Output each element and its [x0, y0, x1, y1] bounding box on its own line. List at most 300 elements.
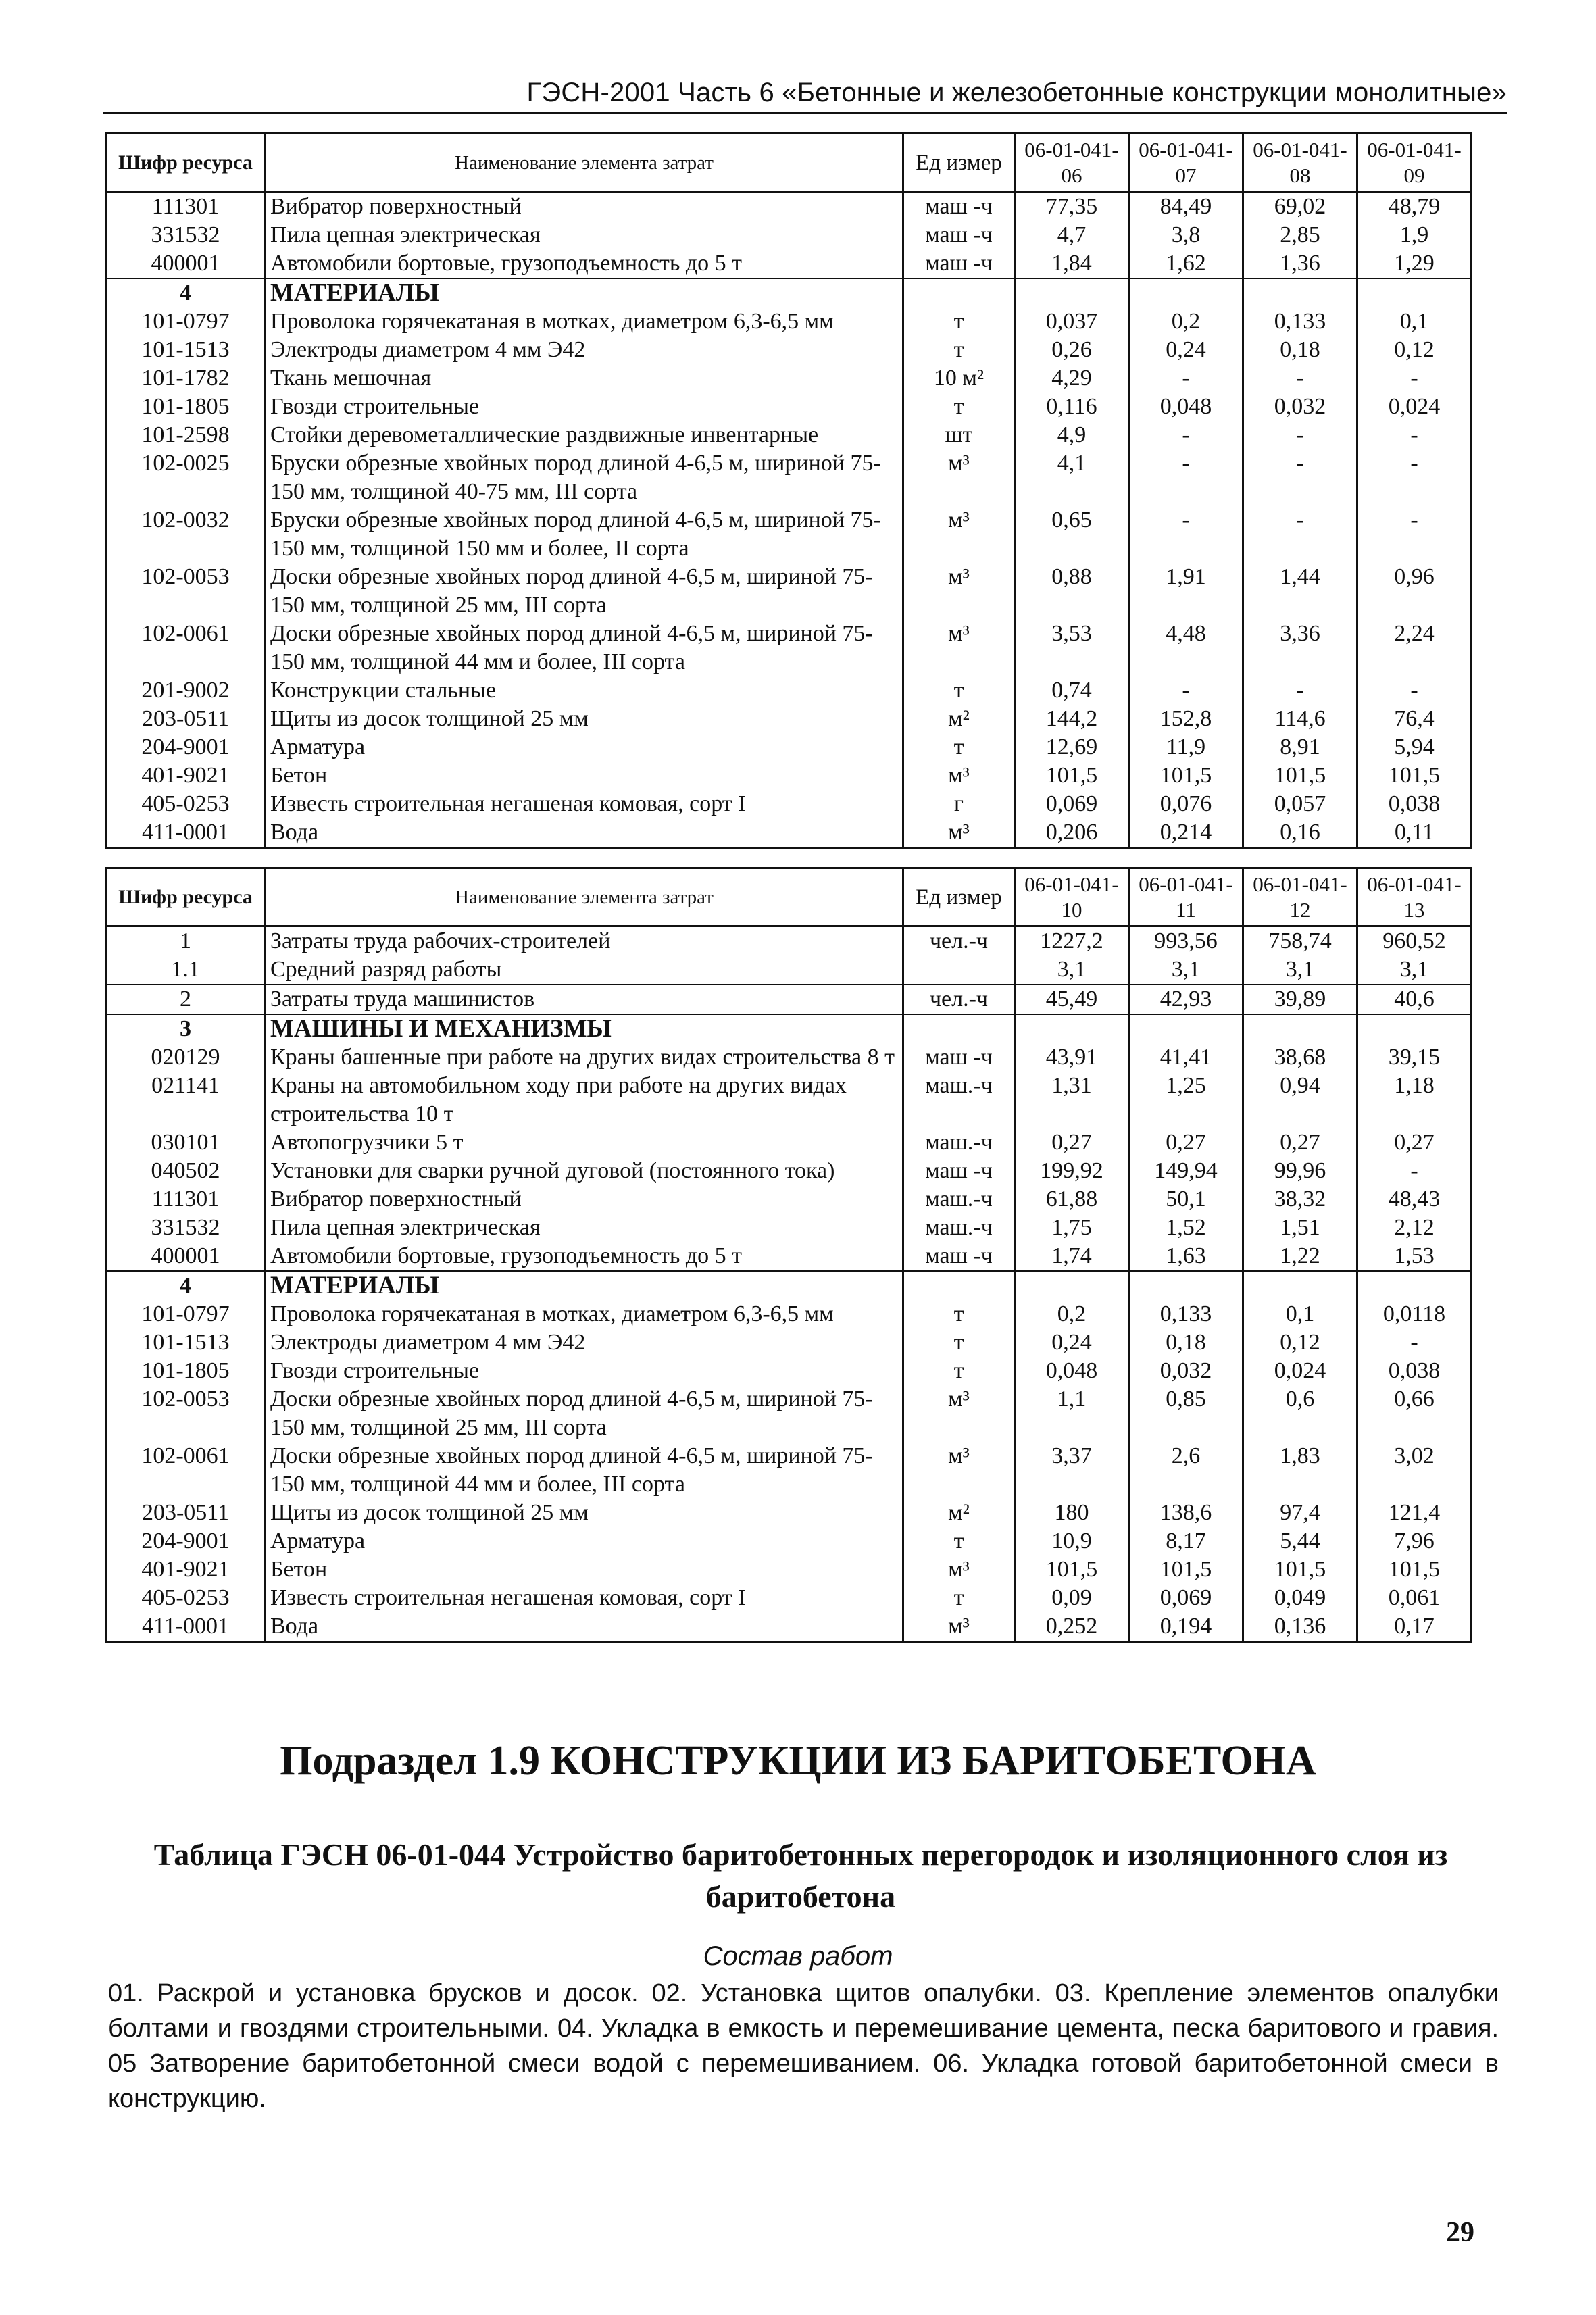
table-row — [106, 393, 1472, 421]
resource-name: Автомобили бортовые, грузоподъемность до 5 т — [266, 249, 903, 278]
works-description: 01. Раскрой и установка брусков и досок. 02. Установка щитов опалубки. 03. Крепление элементов опалубки болтами и гвоздями строительными. 04. Укладка в емкость и перемешивание цемента, песка баритового и гравия. 05 Затворение баритобетонной смеси водой с перемешиванием. 06. Укладка готовой баритобетонной смеси в конструкцию. — [108, 1979, 1499, 2113]
value-cell: 101,5 — [1357, 1555, 1472, 1584]
value-cell: 2,6 — [1129, 1442, 1243, 1499]
table-row — [106, 1555, 1472, 1584]
table-row — [106, 926, 1472, 956]
resource-code: 102-0053 — [106, 1385, 266, 1442]
unit-cell: чел.-ч — [903, 926, 1015, 956]
resource-name: Пила цепная электрическая — [266, 221, 903, 249]
value-cell: 1,1 — [1015, 1385, 1129, 1442]
value-cell: 0,26 — [1015, 336, 1129, 364]
value-cell — [1015, 1014, 1129, 1043]
value-cell: 101,5 — [1243, 1555, 1357, 1584]
unit-cell: маш -ч — [903, 1242, 1015, 1271]
resource-name: Бруски обрезные хвойных пород длиной 4-6,5 м, шириной 75-150 мм, толщиной 150 мм и более, II сорта — [266, 506, 903, 563]
value-cell: - — [1243, 676, 1357, 705]
value-cell: - — [1357, 421, 1472, 449]
resource-name: Бетон — [266, 762, 903, 790]
value-cell: 3,1 — [1357, 955, 1472, 985]
unit-cell: маш.-ч — [903, 1128, 1015, 1157]
value-cell: 0,057 — [1243, 790, 1357, 818]
value-cell: - — [1357, 449, 1472, 506]
value-cell: 1,36 — [1243, 249, 1357, 278]
value-cell: 0,09 — [1015, 1584, 1129, 1612]
resource-name: Электроды диаметром 4 мм Э42 — [266, 1328, 903, 1357]
value-cell: 0,11 — [1357, 818, 1472, 848]
unit-cell: маш -ч — [903, 192, 1015, 222]
value-cell: 1,91 — [1129, 563, 1243, 620]
header-name: Наименование элемента затрат — [266, 134, 903, 192]
unit-cell: м³ — [903, 1442, 1015, 1499]
header-code: Шифр ресурса — [106, 868, 266, 926]
table-row — [106, 364, 1472, 393]
value-cell: 42,93 — [1129, 985, 1243, 1014]
unit-cell: м³ — [903, 1612, 1015, 1642]
resource-name: Доски обрезные хвойных пород длиной 4-6,5 м, шириной 75-150 мм, толщиной 25 мм, III сорта — [266, 1385, 903, 1442]
resource-code: 401-9021 — [106, 762, 266, 790]
resource-name: Гвозди строительные — [266, 1357, 903, 1385]
value-cell: 0,038 — [1357, 790, 1472, 818]
value-cell: 0,27 — [1243, 1128, 1357, 1157]
resource-code: 101-1782 — [106, 364, 266, 393]
resource-code: 405-0253 — [106, 1584, 266, 1612]
value-cell: 45,49 — [1015, 985, 1129, 1014]
unit-cell: чел.-ч — [903, 985, 1015, 1014]
unit-cell: м³ — [903, 506, 1015, 563]
value-cell: 0,16 — [1243, 818, 1357, 848]
value-cell: 0,133 — [1129, 1300, 1243, 1328]
value-cell: 0,65 — [1015, 506, 1129, 563]
resource-name: Арматура — [266, 733, 903, 762]
resource-code: 331532 — [106, 221, 266, 249]
resource-name: Арматура — [266, 1527, 903, 1555]
value-cell: 0,024 — [1357, 393, 1472, 421]
resource-code: 405-0253 — [106, 790, 266, 818]
value-cell: 0,049 — [1243, 1584, 1357, 1612]
value-cell: 0,076 — [1129, 790, 1243, 818]
header-col-3: 06-01-041-12 — [1243, 868, 1357, 926]
value-cell: 3,36 — [1243, 620, 1357, 676]
unit-cell: т — [903, 336, 1015, 364]
value-cell: 1,9 — [1357, 221, 1472, 249]
resource-code: 102-0025 — [106, 449, 266, 506]
value-cell: 0,96 — [1357, 563, 1472, 620]
value-cell: - — [1243, 421, 1357, 449]
resource-name: Известь строительная негашеная комовая, сорт I — [266, 1584, 903, 1612]
resource-code: 102-0061 — [106, 620, 266, 676]
value-cell: 101,5 — [1243, 762, 1357, 790]
resource-code: 411-0001 — [106, 818, 266, 848]
value-cell: - — [1357, 364, 1472, 393]
value-cell: - — [1129, 676, 1243, 705]
value-cell: 101,5 — [1015, 1555, 1129, 1584]
value-cell: 0,116 — [1015, 393, 1129, 421]
value-cell: - — [1129, 364, 1243, 393]
unit-cell: м² — [903, 705, 1015, 733]
value-cell: 3,02 — [1357, 1442, 1472, 1499]
value-cell: 0,038 — [1357, 1357, 1472, 1385]
value-cell: 0,17 — [1357, 1612, 1472, 1642]
header-col-4: 06-01-041-13 — [1357, 868, 1472, 926]
value-cell: 48,79 — [1357, 192, 1472, 222]
header-col-2: 06-01-041-07 — [1129, 134, 1243, 192]
resource-code: 101-1805 — [106, 1357, 266, 1385]
unit-cell: маш -ч — [903, 1043, 1015, 1072]
unit-cell: т — [903, 1527, 1015, 1555]
value-cell: 38,32 — [1243, 1185, 1357, 1214]
unit-cell: м³ — [903, 818, 1015, 848]
unit-cell: маш.-ч — [903, 1072, 1015, 1128]
resource-code: 101-1513 — [106, 1328, 266, 1357]
value-cell: 0,024 — [1243, 1357, 1357, 1385]
value-cell: 0,032 — [1129, 1357, 1243, 1385]
table-row — [106, 1612, 1472, 1642]
value-cell: 1,83 — [1243, 1442, 1357, 1499]
table-row — [106, 307, 1472, 336]
resource-code: 101-1805 — [106, 393, 266, 421]
resource-name: Доски обрезные хвойных пород длиной 4-6,5 м, шириной 75-150 мм, толщиной 44 мм и более, III сорта — [266, 620, 903, 676]
header-col-1: 06-01-041-06 — [1015, 134, 1129, 192]
resource-code: 040502 — [106, 1157, 266, 1185]
value-cell: 0,252 — [1015, 1612, 1129, 1642]
value-cell: 180 — [1015, 1499, 1129, 1527]
table-row — [106, 790, 1472, 818]
table-row — [106, 1043, 1472, 1072]
value-cell: 199,92 — [1015, 1157, 1129, 1185]
value-cell: 0,12 — [1243, 1328, 1357, 1357]
unit-cell — [903, 278, 1015, 307]
resource-name: Бетон — [266, 1555, 903, 1584]
value-cell: 40,6 — [1357, 985, 1472, 1014]
value-cell: 2,24 — [1357, 620, 1472, 676]
value-cell: 48,43 — [1357, 1185, 1472, 1214]
value-cell: 1,75 — [1015, 1214, 1129, 1242]
value-cell — [1015, 278, 1129, 307]
value-cell: - — [1243, 449, 1357, 506]
value-cell: 4,9 — [1015, 421, 1129, 449]
unit-cell — [903, 1014, 1015, 1043]
value-cell: 0,048 — [1015, 1357, 1129, 1385]
value-cell: 1,18 — [1357, 1072, 1472, 1128]
resource-code: 1 — [106, 926, 266, 956]
value-cell: 0,194 — [1129, 1612, 1243, 1642]
value-cell — [1243, 1271, 1357, 1300]
value-cell: - — [1129, 421, 1243, 449]
table-row — [106, 705, 1472, 733]
header-unit: Ед измер — [903, 134, 1015, 192]
group-row — [106, 1271, 1472, 1300]
value-cell: 0,069 — [1129, 1584, 1243, 1612]
value-cell: - — [1357, 1157, 1472, 1185]
header-code: Шифр ресурса — [106, 134, 266, 192]
works-heading: Состав работ — [703, 1941, 893, 1971]
value-cell — [1357, 1014, 1472, 1043]
resource-name: Бруски обрезные хвойных пород длиной 4-6,5 м, шириной 75-150 мм, толщиной 40-75 мм, III сорта — [266, 449, 903, 506]
header-col-2: 06-01-041-11 — [1129, 868, 1243, 926]
value-cell: 0,24 — [1015, 1328, 1129, 1357]
resource-name: Затраты труда машинистов — [266, 985, 903, 1014]
value-cell — [1015, 1271, 1129, 1300]
unit-cell: г — [903, 790, 1015, 818]
table-row — [106, 1185, 1472, 1214]
value-cell — [1129, 1014, 1243, 1043]
value-cell: - — [1243, 506, 1357, 563]
resource-name: МАШИНЫ И МЕХАНИЗМЫ — [266, 1014, 903, 1043]
value-cell — [1357, 278, 1472, 307]
resource-code: 411-0001 — [106, 1612, 266, 1642]
resource-name: Проволока горячекатаная в мотках, диаметром 6,3-6,5 мм — [266, 1300, 903, 1328]
value-cell: - — [1243, 364, 1357, 393]
unit-cell: т — [903, 1300, 1015, 1328]
resource-code: 201-9002 — [106, 676, 266, 705]
value-cell: 960,52 — [1357, 926, 1472, 956]
value-cell: 0,18 — [1243, 336, 1357, 364]
value-cell: 3,8 — [1129, 221, 1243, 249]
value-cell: 41,41 — [1129, 1043, 1243, 1072]
resource-name: Вода — [266, 1612, 903, 1642]
value-cell: 758,74 — [1243, 926, 1357, 956]
value-cell: 50,1 — [1129, 1185, 1243, 1214]
value-cell: 2,85 — [1243, 221, 1357, 249]
value-cell: 3,1 — [1243, 955, 1357, 985]
resource-code: 203-0511 — [106, 705, 266, 733]
value-cell: - — [1357, 506, 1472, 563]
unit-cell: м³ — [903, 762, 1015, 790]
value-cell: 11,9 — [1129, 733, 1243, 762]
resource-code: 101-0797 — [106, 307, 266, 336]
value-cell: 1,63 — [1129, 1242, 1243, 1271]
value-cell: - — [1357, 1328, 1472, 1357]
value-cell: 0,6 — [1243, 1385, 1357, 1442]
table-row — [106, 1214, 1472, 1242]
value-cell: 0,85 — [1129, 1385, 1243, 1442]
value-cell: 0,133 — [1243, 307, 1357, 336]
value-cell: 5,44 — [1243, 1527, 1357, 1555]
value-cell: 0,061 — [1357, 1584, 1472, 1612]
header-col-1: 06-01-041-10 — [1015, 868, 1129, 926]
unit-cell: м³ — [903, 1385, 1015, 1442]
table-row — [106, 1328, 1472, 1357]
subsection-title: Подраздел 1.9 КОНСТРУКЦИИ ИЗ БАРИТОБЕТОНА — [280, 1738, 1316, 1784]
unit-cell: маш.-ч — [903, 1214, 1015, 1242]
table-row — [106, 620, 1472, 676]
value-cell: 39,89 — [1243, 985, 1357, 1014]
value-cell: 3,1 — [1129, 955, 1243, 985]
resource-code: 030101 — [106, 1128, 266, 1157]
resource-name: Проволока горячекатаная в мотках, диаметром 6,3-6,5 мм — [266, 307, 903, 336]
resource-code: 3 — [106, 1014, 266, 1043]
value-cell: 12,69 — [1015, 733, 1129, 762]
unit-cell — [903, 955, 1015, 985]
value-cell: 76,4 — [1357, 705, 1472, 733]
table-row — [106, 1357, 1472, 1385]
value-cell: 0,048 — [1129, 393, 1243, 421]
unit-cell: т — [903, 733, 1015, 762]
unit-cell: маш -ч — [903, 221, 1015, 249]
resource-name: МАТЕРИАЛЫ — [266, 278, 903, 307]
value-cell: 0,069 — [1015, 790, 1129, 818]
table-row — [106, 1499, 1472, 1527]
table-row — [106, 1584, 1472, 1612]
resource-code: 102-0053 — [106, 563, 266, 620]
resource-code: 111301 — [106, 1185, 266, 1214]
resource-code: 020129 — [106, 1043, 266, 1072]
unit-cell: м³ — [903, 620, 1015, 676]
table-row — [106, 336, 1472, 364]
value-cell: - — [1129, 449, 1243, 506]
unit-cell: м³ — [903, 1555, 1015, 1584]
header-name: Наименование элемента затрат — [266, 868, 903, 926]
value-cell: 101,5 — [1015, 762, 1129, 790]
resource-code: 102-0032 — [106, 506, 266, 563]
value-cell: 1,53 — [1357, 1242, 1472, 1271]
resource-code: 4 — [106, 278, 266, 307]
table-row — [106, 506, 1472, 563]
value-cell: 0,18 — [1129, 1328, 1243, 1357]
page-number: 29 — [1446, 2217, 1474, 2248]
resource-code: 111301 — [106, 192, 266, 222]
group-row — [106, 1014, 1472, 1043]
value-cell: 8,17 — [1129, 1527, 1243, 1555]
unit-cell: маш.-ч — [903, 1185, 1015, 1214]
resource-name: Автомобили бортовые, грузоподъемность до 5 т — [266, 1242, 903, 1271]
resource-name: Щиты из досок толщиной 25 мм — [266, 1499, 903, 1527]
resource-code: 101-2598 — [106, 421, 266, 449]
value-cell: 2,12 — [1357, 1214, 1472, 1242]
resource-code: 1.1 — [106, 955, 266, 985]
resource-name: Доски обрезные хвойных пород длиной 4-6,5 м, шириной 75-150 мм, толщиной 25 мм, III сорта — [266, 563, 903, 620]
table-row — [106, 421, 1472, 449]
value-cell: 0,88 — [1015, 563, 1129, 620]
value-cell: - — [1357, 676, 1472, 705]
resource-code: 021141 — [106, 1072, 266, 1128]
resource-name: Щиты из досок толщиной 25 мм — [266, 705, 903, 733]
value-cell — [1129, 1271, 1243, 1300]
table-row — [106, 1242, 1472, 1271]
value-cell — [1129, 278, 1243, 307]
resource-name: Автопогрузчики 5 т — [266, 1128, 903, 1157]
value-cell: 0,2 — [1129, 307, 1243, 336]
value-cell: 97,4 — [1243, 1499, 1357, 1527]
unit-cell: маш -ч — [903, 1157, 1015, 1185]
value-cell: 4,1 — [1015, 449, 1129, 506]
table-row — [106, 1527, 1472, 1555]
table-row — [106, 449, 1472, 506]
table-row — [106, 818, 1472, 848]
resource-name: Установки для сварки ручной дуговой (постоянного тока) — [266, 1157, 903, 1185]
value-cell: 3,53 — [1015, 620, 1129, 676]
resource-code: 400001 — [106, 1242, 266, 1271]
table-row — [106, 1128, 1472, 1157]
unit-cell: т — [903, 1584, 1015, 1612]
resource-name: Конструкции стальные — [266, 676, 903, 705]
table-row — [106, 762, 1472, 790]
value-cell: 0,27 — [1015, 1128, 1129, 1157]
value-cell: 77,35 — [1015, 192, 1129, 222]
value-cell: 84,49 — [1129, 192, 1243, 222]
unit-cell: м² — [903, 1499, 1015, 1527]
value-cell: 0,214 — [1129, 818, 1243, 848]
table-row — [106, 221, 1472, 249]
value-cell: 10,9 — [1015, 1527, 1129, 1555]
value-cell: 101,5 — [1129, 762, 1243, 790]
resource-code: 2 — [106, 985, 266, 1014]
unit-cell: т — [903, 307, 1015, 336]
table-body — [106, 192, 1472, 848]
table-row — [106, 563, 1472, 620]
resource-name: Вибратор поверхностный — [266, 192, 903, 222]
resource-name: Краны на автомобильном ходу при работе на других видах строительства 10 т — [266, 1072, 903, 1128]
resource-name: Вибратор поверхностный — [266, 1185, 903, 1214]
value-cell: 121,4 — [1357, 1499, 1472, 1527]
unit-cell: т — [903, 676, 1015, 705]
resource-table-1 — [105, 132, 1472, 849]
value-cell: 3,37 — [1015, 1442, 1129, 1499]
resource-name: Средний разряд работы — [266, 955, 903, 985]
value-cell: 0,2 — [1015, 1300, 1129, 1328]
resource-code: 102-0061 — [106, 1442, 266, 1499]
resource-name: МАТЕРИАЛЫ — [266, 1271, 903, 1300]
value-cell: 1,52 — [1129, 1214, 1243, 1242]
value-cell: 1,31 — [1015, 1072, 1129, 1128]
resource-table-2 — [105, 867, 1472, 1643]
value-cell: 0,27 — [1129, 1128, 1243, 1157]
unit-cell: м³ — [903, 563, 1015, 620]
value-cell: - — [1129, 506, 1243, 563]
table-row — [106, 955, 1472, 985]
value-cell: 101,5 — [1129, 1555, 1243, 1584]
table-row — [106, 1300, 1472, 1328]
value-cell: 152,8 — [1129, 705, 1243, 733]
unit-cell: т — [903, 1357, 1015, 1385]
unit-cell: шт — [903, 421, 1015, 449]
table-row — [106, 733, 1472, 762]
resource-name: Вода — [266, 818, 903, 848]
value-cell: 114,6 — [1243, 705, 1357, 733]
header-col-4: 06-01-041-09 — [1357, 134, 1472, 192]
resource-code: 204-9001 — [106, 1527, 266, 1555]
resource-code: 101-1513 — [106, 336, 266, 364]
table-row — [106, 1442, 1472, 1499]
value-cell: 993,56 — [1129, 926, 1243, 956]
value-cell: 1,44 — [1243, 563, 1357, 620]
resource-code: 203-0511 — [106, 1499, 266, 1527]
value-cell: 0,27 — [1357, 1128, 1472, 1157]
value-cell: 4,48 — [1129, 620, 1243, 676]
unit-cell: маш -ч — [903, 249, 1015, 278]
resource-code: 4 — [106, 1271, 266, 1300]
value-cell: 144,2 — [1015, 705, 1129, 733]
resource-name: Электроды диаметром 4 мм Э42 — [266, 336, 903, 364]
value-cell: 0,136 — [1243, 1612, 1357, 1642]
value-cell: 0,1 — [1357, 307, 1472, 336]
value-cell: 1,62 — [1129, 249, 1243, 278]
resource-name: Доски обрезные хвойных пород длиной 4-6,5 м, шириной 75-150 мм, толщиной 44 мм и более, III сорта — [266, 1442, 903, 1499]
table-title: Таблица ГЭСН 06-01-044 Устройство баритобетонных перегородок и изоляционного слоя из баритобетона — [153, 1837, 1448, 1914]
value-cell: 0,94 — [1243, 1072, 1357, 1128]
unit-cell: т — [903, 393, 1015, 421]
value-cell: 3,1 — [1015, 955, 1129, 985]
resource-name: Известь строительная негашеная комовая, сорт I — [266, 790, 903, 818]
value-cell: 39,15 — [1357, 1043, 1472, 1072]
table-row — [106, 192, 1472, 222]
resource-code: 101-0797 — [106, 1300, 266, 1328]
unit-cell — [903, 1271, 1015, 1300]
value-cell: 0,206 — [1015, 818, 1129, 848]
value-cell: 0,0118 — [1357, 1300, 1472, 1328]
value-cell: 149,94 — [1129, 1157, 1243, 1185]
value-cell: 0,032 — [1243, 393, 1357, 421]
